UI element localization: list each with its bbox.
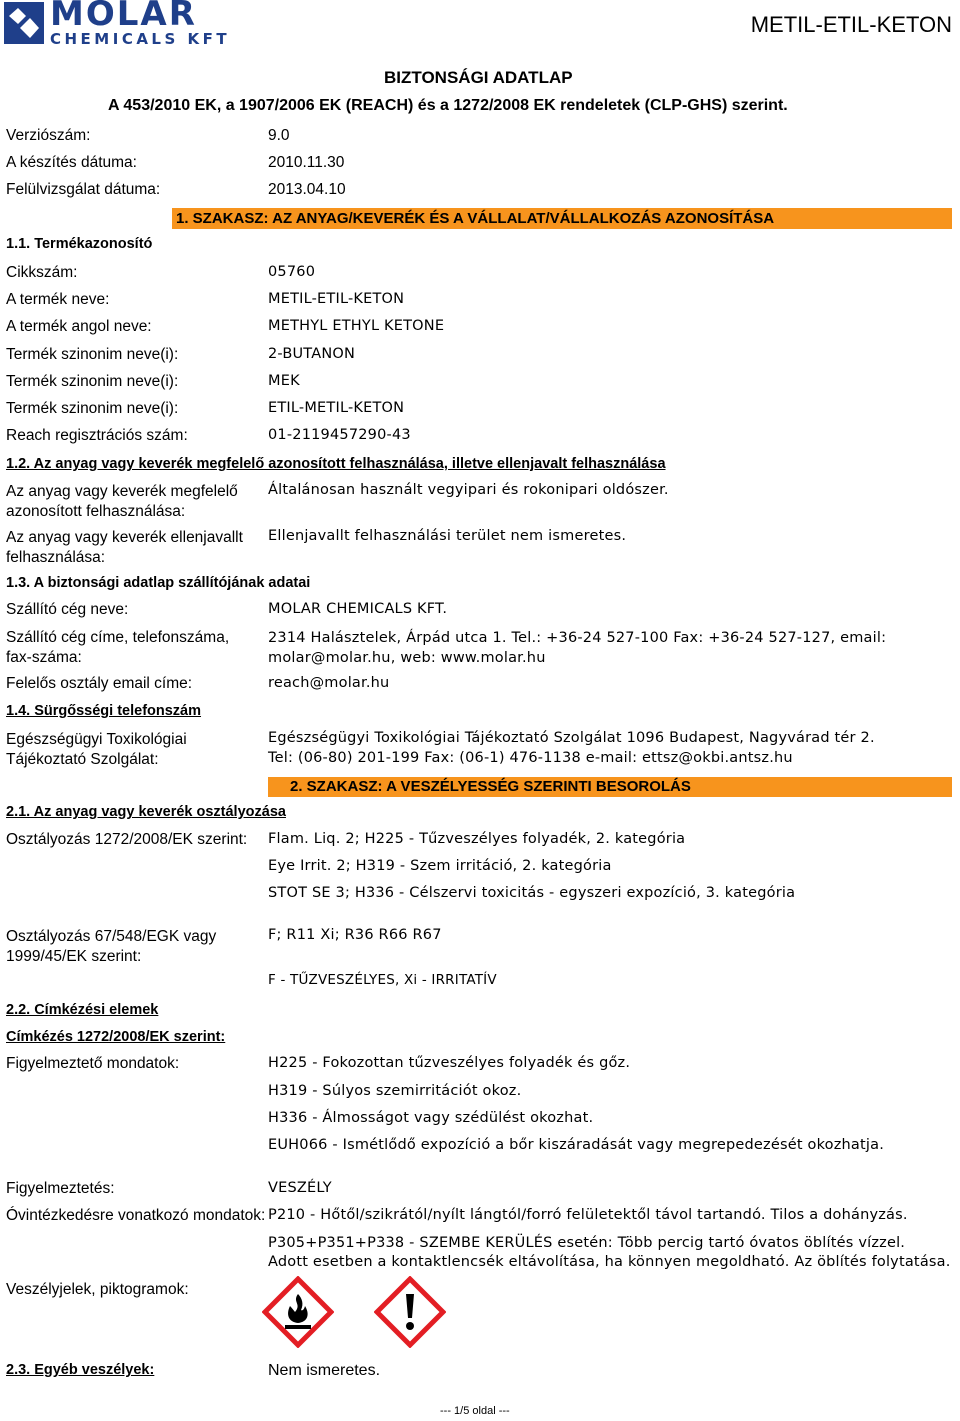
identified-use-value: Általánosan használt vegyipari és rokonipari oldószer.	[268, 482, 669, 498]
signal-word-label: Figyelmeztetés:	[6, 1180, 115, 1197]
created-date-value: 2010.11.30	[268, 154, 345, 171]
item-number-label: Cikkszám:	[6, 264, 78, 281]
contraindicated-use-value: Ellenjavallt felhasználási terület nem ismeretes.	[268, 528, 627, 544]
version-label: Verziószám:	[6, 127, 91, 144]
reach-number-label: Reach regisztrációs szám:	[6, 427, 188, 444]
document-title: BIZTONSÁGI ADATLAP	[384, 68, 573, 87]
reach-number-value: 01-2119457290-43	[268, 427, 411, 443]
synonym-label-1: Termék szinonim neve(i):	[6, 346, 179, 363]
product-name-label: A termék neve:	[6, 291, 110, 308]
section-2-3-title: 2.3. Egyéb veszélyek:	[6, 1362, 155, 1378]
hazard-statements-label: Figyelmeztető mondatok:	[6, 1055, 180, 1072]
emergency-label: Egészségügyi Toxikológiai Tájékoztató Szolgálat:	[6, 731, 187, 768]
hazard-statement-1: H225 - Fokozottan tűzveszélyes folyadék és gőz.	[268, 1055, 631, 1071]
emergency-value-2: Tel: (06-80) 201-199 Fax: (06-1) 476-1138 e-mail: ettsz@okbi.antsz.hu	[268, 750, 793, 766]
product-name-value: METIL-ETIL-KETON	[268, 291, 405, 307]
item-number-value: 05760	[268, 264, 316, 280]
synonym-value-2: MEK	[268, 373, 300, 389]
clp-classification-value-1: Flam. Liq. 2; H225 - Tűzveszélyes folyadék, 2. kategória	[268, 831, 686, 847]
supplier-label: Szállító cég neve:	[6, 601, 129, 618]
dsd-classification-value-2: F - TŰZVESZÉLYES, Xi - IRRITATÍV	[268, 972, 497, 988]
flame-pictogram-icon	[262, 1276, 334, 1348]
precautionary-statement-2: P305+P351+P338 - SZEMBE KERÜLÉS esetén: Több percig tartó óvatos öblítés vízzel.	[268, 1235, 906, 1251]
clp-classification-value-3: STOT SE 3; H336 - Célszervi toxicitás - egyszeri expozíció, 3. kategória	[268, 885, 796, 901]
company-logo	[4, 0, 234, 50]
created-date-label: A készítés dátuma:	[6, 154, 137, 171]
other-hazards-value: Nem ismeretes.	[268, 1362, 381, 1379]
section-1-2-title: 1.2. Az anyag vagy keverék megfelelő azonosított felhasználása, illetve ellenjavalt felhasználása	[6, 456, 666, 472]
version-value: 9.0	[268, 127, 290, 144]
review-date-value: 2013.04.10	[268, 181, 346, 198]
hazard-statement-3: H336 - Álmosságot vagy szédülést okozhat.	[268, 1110, 594, 1126]
english-name-label: A termék angol neve:	[6, 318, 152, 335]
section1-band: 1. SZAKASZ: AZ ANYAG/KEVERÉK ÉS A VÁLLALAT/VÁLLALKOZÁS AZONOSÍTÁSA	[172, 208, 952, 229]
dsd-classification-value-1: F; R11 Xi; R36 R66 R67	[268, 927, 442, 943]
section-1-4-title: 1.4. Sürgősségi telefonszám	[6, 703, 202, 719]
hazard-statement-2: H319 - Súlyos szemirritációt okoz.	[268, 1083, 522, 1099]
logo-top-text: MOLAR	[50, 0, 197, 34]
review-date-label: Felülvizsgálat dátuma:	[6, 181, 161, 198]
section-1-1-title: 1.1. Termékazonosító	[6, 236, 153, 252]
responsible-email-label: Felelős osztály email címe:	[6, 675, 193, 692]
exclamation-pictogram-icon	[374, 1276, 446, 1348]
signal-word-value: VESZÉLY	[268, 1180, 332, 1196]
clp-classification-value-2: Eye Irrit. 2; H319 - Szem irritáció, 2. kategória	[268, 858, 612, 874]
hazard-statement-4: EUH066 - Ismétlődő expozíció a bőr kiszáradását vagy megrepedezését okozhatja.	[268, 1137, 885, 1153]
synonym-label-3: Termék szinonim neve(i):	[6, 400, 179, 417]
page-footer: --- 1/5 oldal ---	[440, 1405, 510, 1417]
supplier-value: MOLAR CHEMICALS KFT.	[268, 601, 448, 617]
logo-mark-icon	[4, 2, 44, 44]
section-2-2-title: 2.2. Címkézési elemek	[6, 1002, 159, 1018]
section-1-3-title: 1.3. A biztonsági adatlap szállítójának adatai	[6, 575, 311, 591]
precautionary-statement-1: P210 - Hőtől/szikrától/nyílt lángtól/forró felületektől távol tartandó. Tilos a dohányzás.	[268, 1207, 908, 1223]
identified-use-label: Az anyag vagy keverék megfelelő azonosított felhasználása:	[6, 483, 238, 520]
synonym-value-3: ETIL-METIL-KETON	[268, 400, 405, 416]
synonym-value-1: 2-BUTANON	[268, 346, 356, 362]
english-name-value: METHYL ETHYL KETONE	[268, 318, 445, 334]
contraindicated-use-label: Az anyag vagy keverék ellenjavallt felhasználása:	[6, 529, 243, 566]
section-2-1-title: 2.1. Az anyag vagy keverék osztályozása	[6, 804, 286, 820]
dsd-classification-label: Osztályozás 67/548/EGK vagy 1999/45/EK szerint:	[6, 928, 217, 965]
clp-labelling-subtitle: Címkézés 1272/2008/EK szerint:	[6, 1029, 226, 1045]
supplier-address-label: Szállító cég címe, telefonszáma, fax-száma:	[6, 629, 230, 666]
product-title: METIL-ETIL-KETON	[750, 12, 952, 37]
section2-band: 2. SZAKASZ: A VESZÉLYESSÉG SZERINTI BESOROLÁS	[268, 777, 952, 797]
synonym-label-2: Termék szinonim neve(i):	[6, 373, 179, 390]
precautionary-statement-3: Adott esetben a kontaktlencsék eltávolítása, ha könnyen megoldható. Az öblítés folytatása.	[268, 1254, 951, 1270]
regulation-line: A 453/2010 EK, a 1907/2006 EK (REACH) és a 1272/2008 EK rendeletek (CLP-GHS) szerint.	[108, 97, 788, 114]
clp-classification-label: Osztályozás 1272/2008/EK szerint:	[6, 831, 248, 848]
precautionary-label: Óvintézkedésre vonatkozó mondatok:	[6, 1207, 266, 1224]
pictograms-label: Veszélyjelek, piktogramok:	[6, 1281, 189, 1298]
emergency-value-1: Egészségügyi Toxikológiai Tájékoztató Szolgálat 1096 Budapest, Nagyvárad tér 2.	[268, 730, 875, 746]
responsible-email-value[interactable]: reach@molar.hu	[268, 675, 390, 691]
supplier-address-value: 2314 Halásztelek, Árpád utca 1. Tel.: +36-24 527-100 Fax: +36-24 527-127, email: molar@molar.hu, web: www.molar.hu	[268, 630, 887, 666]
logo-bottom-text: CHEMICALS KFT	[50, 30, 231, 48]
